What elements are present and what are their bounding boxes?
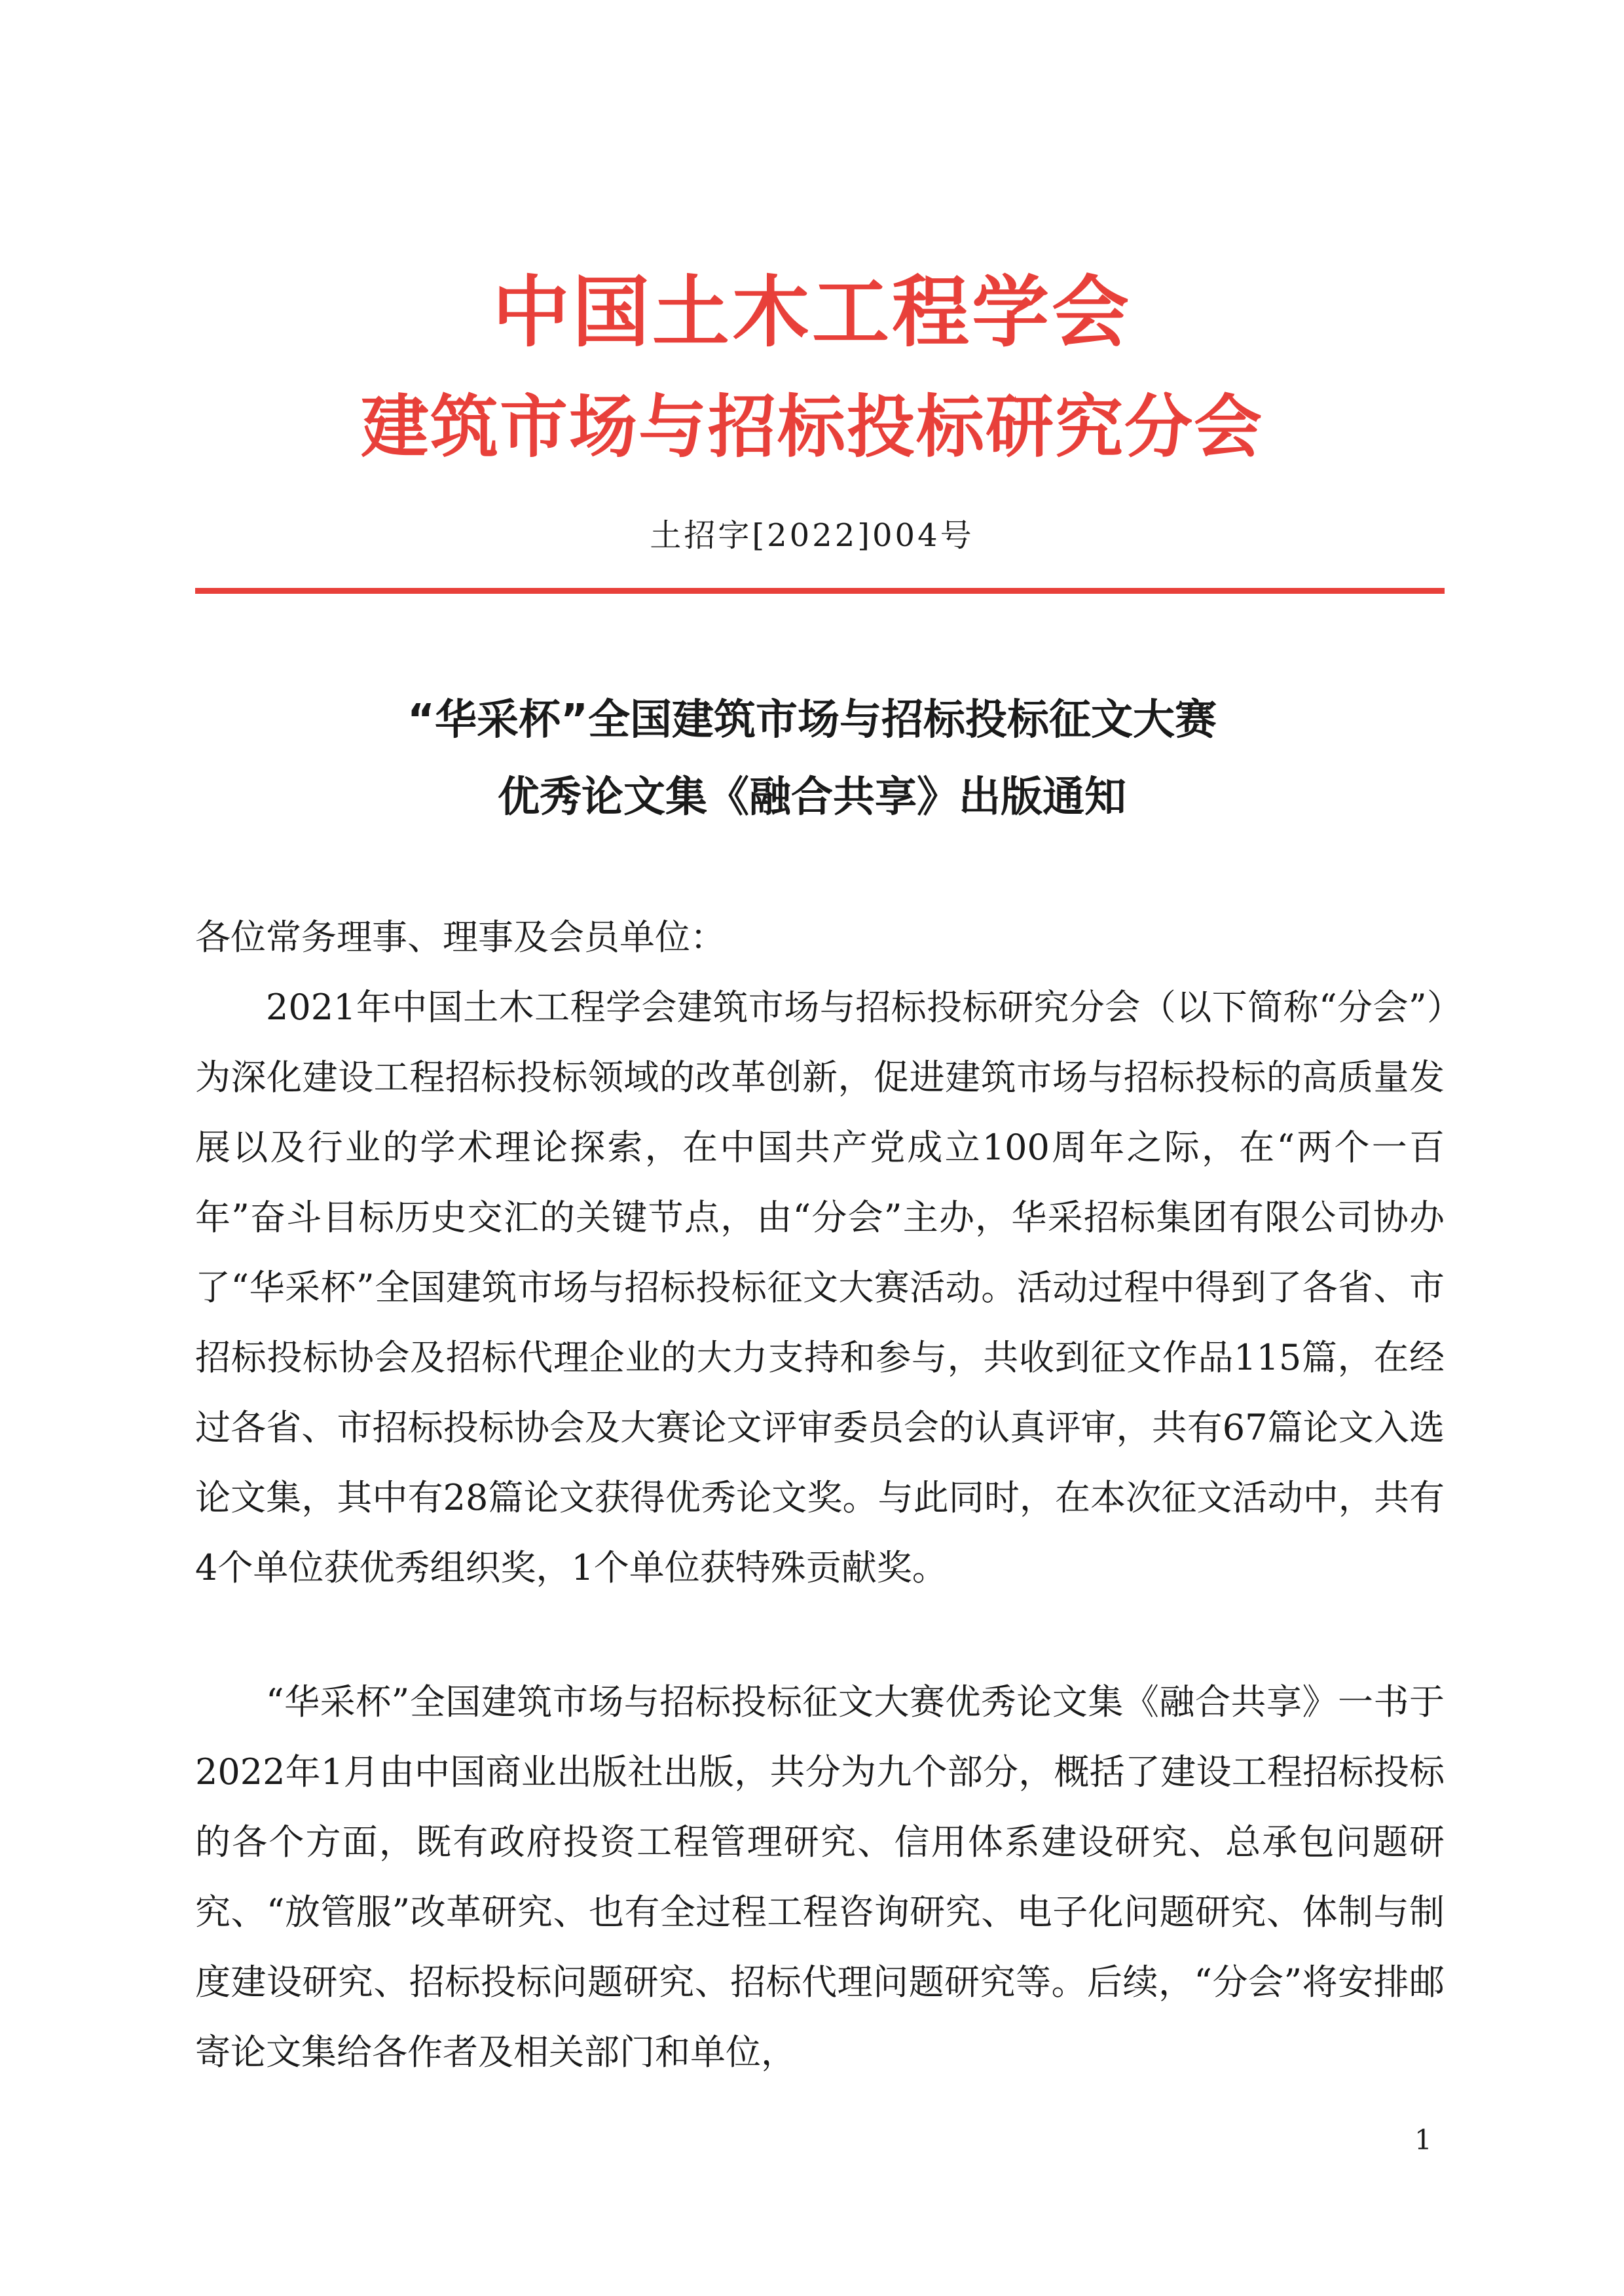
body-paragraph: “华采杯”全国建筑市场与招标投标征文大赛优秀论文集《融合共享》一书于2022年1月由中国商业出版社出版，共分为九个部分，概括了建设工程招标投标的各个方面，既有政府投资工程管理研究、信用体系建设研究、总承包问题研究、“放管服”改革研究、也有全过程工程咨询研究、电子化问题研究、体制与制度建设研究、招标投标问题研究、招标代理问题研究等。后续，“分会”将安排邮寄论文集给各作者及相关部门和单位， — [195, 1681, 1445, 2073]
org-name-line-1: 中国土木工程学会 — [492, 267, 1132, 357]
salutation: 各位常务理事、理事及会员单位： — [195, 917, 726, 958]
page-number: 1 — [1414, 2124, 1432, 2156]
document-number: 土招字[2022]004号 — [650, 517, 974, 554]
document-title-line-2: 优秀论文集《融合共享》出版通知 — [498, 773, 1126, 822]
header-divider — [195, 588, 1445, 594]
org-name-line-2: 建筑市场与招标投标研究分会 — [360, 387, 1263, 467]
document-title-line-1: “华采杯”全国建筑市场与招标投标征文大赛 — [407, 696, 1217, 744]
body-paragraph: 2021年中国土木工程学会建筑市场与招标投标研究分会（以下简称“分会”）为深化建设工程招标投标领域的改革创新，促进建筑市场与招标投标的高质量发展以及行业的学术理论探索，在中国共产党成立100周年之际，在“两个一百年”奋斗目标历史交汇的关键节点，由“分会”主办，华采招标集团有限公司协办了“华采杯”全国建筑市场与招标投标征文大赛活动。活动过程中得到了各省、市招标投标协会及招标代理企业的大力支持和参与，共收到征文作品115篇，在经过各省、市招标投标协会及大赛论文评审委员会的认真评审，共有67篇论文入选论文集，其中有28篇论文获得优秀论文奖。与此同时，在本次征文活动中，共有4个单位获优秀组织奖，1个单位获特殊贡献奖。 — [195, 987, 1445, 1588]
